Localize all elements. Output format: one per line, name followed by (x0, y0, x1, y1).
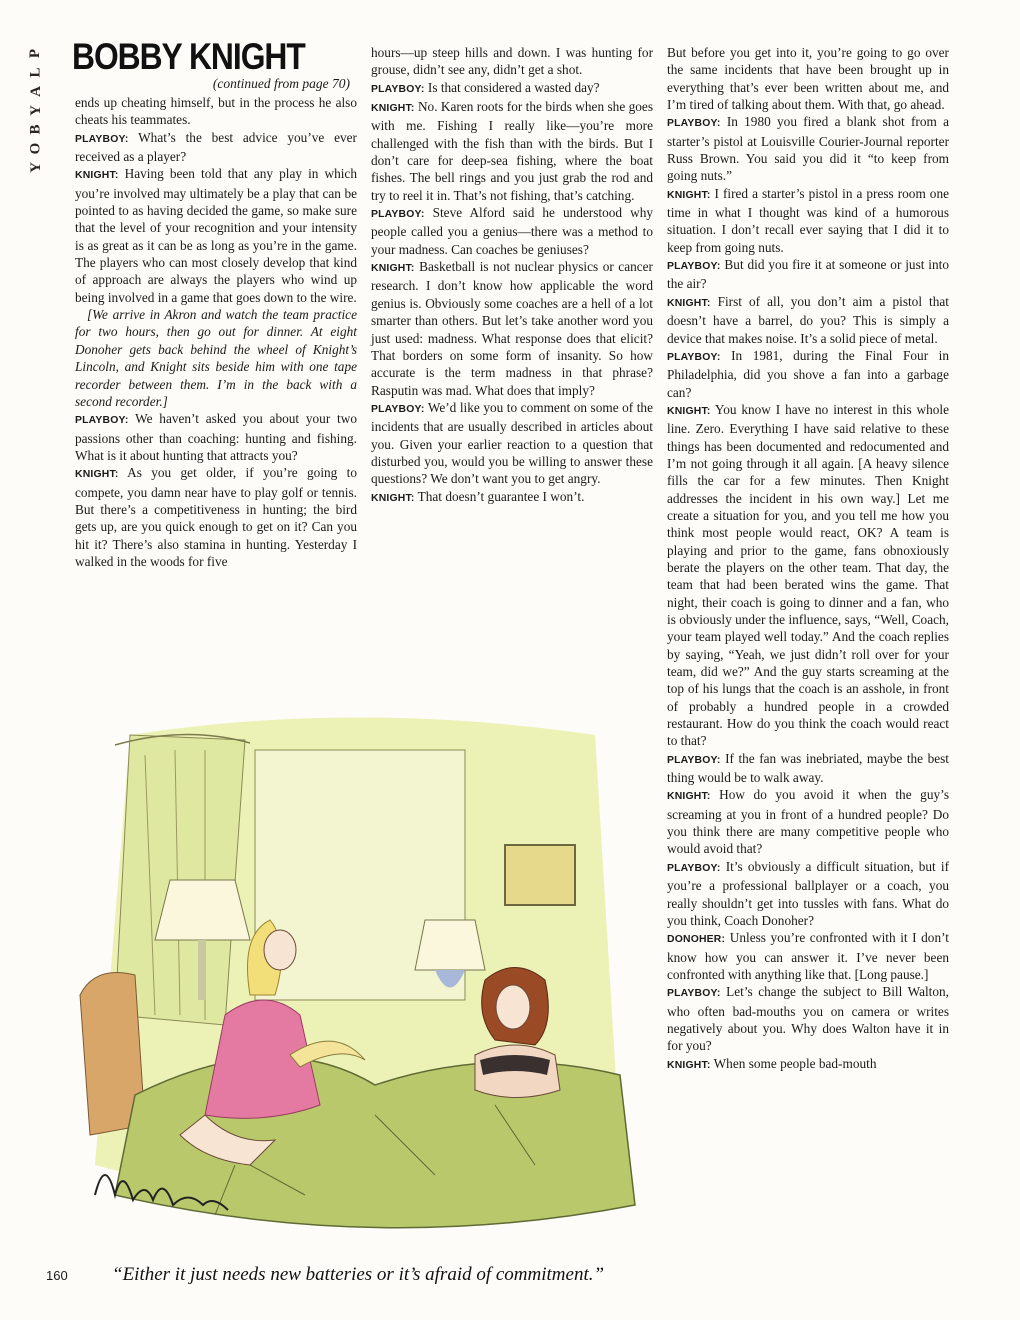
paragraph-text: Is that considered a wasted day? (424, 79, 600, 95)
paragraph-text: If the fan was inebriated, maybe the best thing would be to walk away. (667, 750, 949, 786)
article-paragraph (371, 258, 653, 399)
article-paragraph (667, 347, 949, 401)
article-paragraph (667, 401, 949, 750)
article-paragraph (667, 786, 949, 857)
article-paragraph (667, 44, 949, 113)
paragraph-text: It’s obviously a difficult situation, but if you’re a professional ballplayer or a coach, you really shouldn’t get into tussles with fans. What do you think, Coach Donoher? (667, 858, 949, 928)
paragraph-text: That doesn’t guarantee I won’t. (414, 488, 585, 504)
paragraph-text: In 1981, during the Final Four in Philadelphia, did you shove a fan into a garbage can? (667, 347, 949, 400)
paragraph-text: hours—up steep hills and down. I was hunting for grouse, didn’t see any, didn’t get a shot. (371, 45, 653, 78)
magazine-letter: Y (27, 162, 44, 173)
paragraph-text: When some people bad-mouth (710, 1055, 877, 1071)
paragraph-text: Let’s change the subject to Bill Walton, who often bad-mouths you on camera or writes negatively about you. Why does Walton have it in for you? (667, 984, 949, 1054)
continued-note: (continued from page 70) (212, 76, 350, 91)
speaker-label: PLAYBOY: (371, 83, 425, 95)
paragraph-text: As you get older, if you’re going to compete, you damn near have to play golf or tennis. But there’s a competitiveness in hunting; the bird gets up, are you quick enough to get on it? Can you hit it? There’s also stamina in hunting. Yesterday I walked in the woods for five (75, 465, 357, 569)
page-number: 160 (46, 1268, 68, 1283)
speaker-label: DONOHER: (667, 934, 726, 946)
paragraph-text: First of all, you don’t aim a pistol that doesn’t have a barrel, do you? This is simply a device that makes noise. It’s a solid piece of metal. (667, 293, 949, 346)
speaker-label: KNIGHT: (667, 189, 711, 201)
cartoon-illustration (75, 695, 650, 1255)
magazine-letter: L (27, 67, 44, 78)
article-paragraph (75, 94, 357, 129)
speaker-label: PLAYBOY: (667, 118, 721, 130)
article-paragraph (371, 79, 653, 98)
article-paragraph (667, 750, 949, 787)
magazine-letter: P (27, 48, 44, 59)
speaker-label: KNIGHT: (371, 263, 415, 275)
article-paragraph (75, 129, 357, 166)
paragraph-text: How do you avoid it when the guy’s screaming at you in front of a hundred people? Do you think there are many competitive people who would avoid that? (667, 787, 949, 857)
speaker-label: PLAYBOY: (667, 988, 721, 1000)
article-paragraph (667, 983, 949, 1054)
paragraph-text: I fired a starter’s pistol in a press room one time in what I thought was kind of a humorous situation. I don’t recall ever saying that I did it to keep from going nuts. (667, 185, 949, 255)
speaker-label: PLAYBOY: (667, 862, 721, 874)
article-paragraph (75, 464, 357, 570)
article-title: BOBBY KNIGHT (72, 36, 305, 77)
speaker-label: KNIGHT: (371, 492, 415, 504)
paragraph-text: Basketball is not nuclear physics or cancer research. I don’t know how applicable the word genius is. Obviously some coaches are a hell of a lot smarter than others. But let’s take another word you just used: madness. What response does that elicit? That borders on some form of insanity. So how accurate is the term madness in that phrase? Rasputin was mad. What does that imply? (371, 259, 653, 398)
article-paragraph (371, 204, 653, 258)
article-paragraph (667, 113, 949, 184)
article-paragraph (75, 306, 357, 410)
editorial-note: [We arrive in Akron and watch the team practice for two hours, then go out for dinner. At eight Donoher gets back behind the wheel of Knight’s Lincoln, and Knight sits beside him with one tape recorder between them. I’m in the back with a second recorder.] (75, 307, 357, 409)
speaker-label: PLAYBOY: (75, 133, 129, 145)
speaker-label: KNIGHT: (75, 170, 119, 182)
cartoon-caption: “Either it just needs new batteries or it’s afraid of commitment.” (112, 1264, 605, 1285)
paragraph-text: Having been told that any play in which you’re involved may ultimately be a play that can be pointed to as having decided the game, so make sure that the level of your recognition and your intensity is as great as it can be as long as you’re in the game. The players who can most closely develop that kind of approach are always the players who wind up being involved in a game that goes down to the wire. (75, 166, 357, 305)
speaker-label: KNIGHT: (667, 1059, 711, 1071)
paragraph-text: Steve Alford said he understood why people called you a genius—there was a method to your madness. Can coaches be geniuses? (371, 205, 653, 257)
paragraph-text: ends up cheating himself, but in the process he also cheats his teammates. (75, 95, 357, 128)
magazine-letter: B (27, 124, 44, 135)
speaker-label: KNIGHT: (667, 297, 711, 309)
paragraph-text: We haven’t asked you about your two passions other than coaching: hunting and fishing. What is it about hunting that attracts you? (75, 411, 357, 463)
speaker-label: PLAYBOY: (371, 209, 425, 221)
magazine-letter: O (27, 142, 44, 155)
text-column-2 (371, 44, 653, 507)
speaker-label: PLAYBOY: (75, 415, 129, 427)
speaker-label: PLAYBOY: (667, 754, 721, 766)
article-paragraph (371, 44, 653, 79)
article-paragraph (667, 1055, 949, 1074)
paragraph-text: No. Karen roots for the birds when she goes with me. Fishing I really like—you’re more challenged with the fish than with the birds. But I don’t care for deep-sea fishing, where the boat fishes. The bell rings and you just grab the rod and try to reel it in. That’s not fishing, that’s catching. (371, 99, 653, 203)
article-paragraph (667, 929, 949, 983)
article-paragraph (75, 410, 357, 464)
paragraph-text: You know I have no interest in this whole line. Zero. Everything I have said relative to these things has been documented and redocumented and I’m not going through it all again. [A heavy silence fills the car for a few minutes. Then Knight addresses the incident in his own way.] Let me create a situation for you, and you tell me how you think most people would react, OK? A team is playing and prior to the game, fans obnoxiously berate the players on the other team. That day, the team that had been berated wins the game. That night, their coach is going to dinner and a fan, who is obviously under the influence, says, “Well, Coach, your team played well today.” And the coach replies by saying, “Yeah, we just didn’t roll over for your team, did we?” And the guy starts screaming at the top of his lungs that the coach is an asshole, in front of probably a hundred people in a crowded restaurant. How do you think the coach would react to that? (667, 401, 949, 749)
speaker-label: PLAYBOY: (371, 403, 425, 415)
text-column-3 (667, 44, 949, 1074)
speaker-label: KNIGHT: (667, 405, 711, 417)
paragraph-text: Unless you’re confronted with it I don’t know how you can answer it. I’ve never been confronted with anything like that. [Long pause.] (667, 930, 949, 982)
article-paragraph (667, 858, 949, 929)
paragraph-text: What’s the best advice you’ve ever received as a player? (75, 129, 357, 165)
article-paragraph (371, 98, 653, 204)
paragraph-text: But did you fire it at someone or just into the air? (667, 257, 949, 292)
cartoon-drawing (75, 695, 650, 1255)
speaker-label: KNIGHT: (75, 469, 119, 481)
article-paragraph (371, 488, 653, 507)
speaker-label: KNIGHT: (667, 791, 711, 803)
text-column-1 (75, 94, 357, 570)
article-paragraph (667, 293, 949, 347)
speaker-label: PLAYBOY: (667, 351, 721, 363)
magazine-letter: A (27, 86, 44, 97)
paragraph-text: But before you get into it, you’re going to go over the same incidents that have been brought up in everything that’s ever been written about me, and I’m tired of talking about them. With that, go ahead. (667, 45, 949, 113)
article-paragraph (667, 256, 949, 293)
article-paragraph (371, 399, 653, 488)
speaker-label: KNIGHT: (371, 103, 415, 115)
paragraph-text: We’d like you to comment on some of the incidents that are usually described in articles about you. Given your earlier reaction to a question that disturbed you, would you be willing to answer these questions? We don’t want you to get angry. (371, 399, 653, 487)
magazine-vertical-label (26, 44, 46, 177)
paragraph-text: In 1980 you fired a blank shot from a starter’s pistol at Louisville Courier-Journal reporter Russ Brown. You said you did it “to keep from going nuts.” (667, 114, 949, 184)
speaker-label: PLAYBOY: (667, 261, 721, 273)
magazine-letter: Y (27, 105, 44, 116)
article-paragraph (667, 185, 949, 256)
article-paragraph (75, 165, 357, 306)
